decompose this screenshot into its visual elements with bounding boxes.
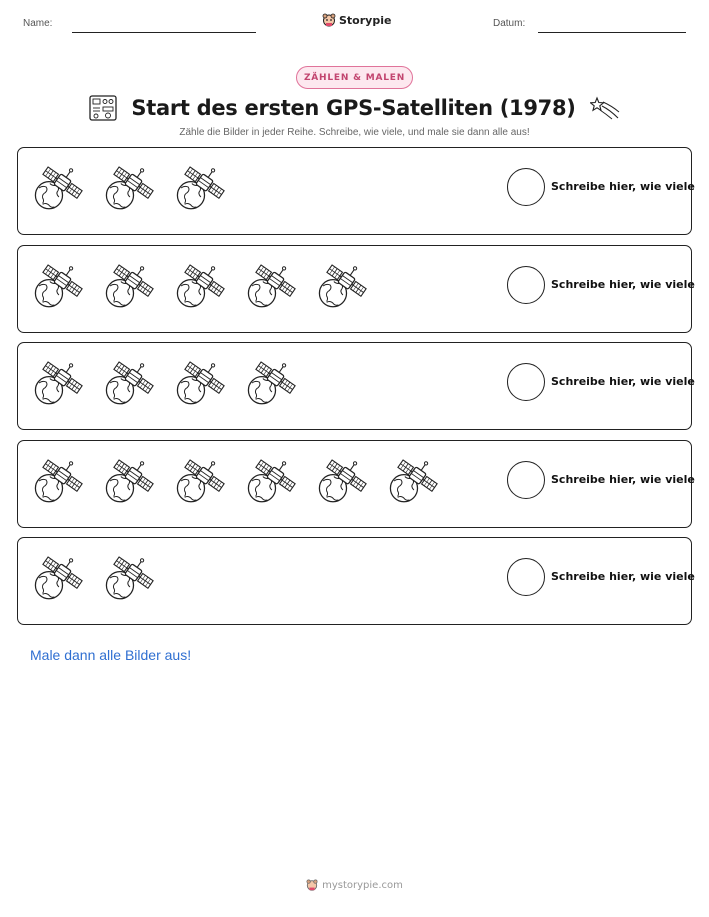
date-label: Datum:	[493, 18, 526, 29]
satellite-earth-icon[interactable]	[30, 550, 86, 606]
answer-label: Schreibe hier, wie viele	[551, 278, 695, 291]
title-row	[0, 90, 709, 126]
satellite-earth-icon[interactable]	[172, 453, 228, 509]
answer-circle[interactable]	[507, 461, 545, 499]
answer-circle[interactable]	[507, 266, 545, 304]
storypie-logo-icon	[306, 879, 318, 891]
satellite-earth-icon[interactable]	[243, 453, 299, 509]
satellite-earth-icon[interactable]	[172, 355, 228, 411]
satellite-earth-icon[interactable]	[30, 355, 86, 411]
satellite-earth-icon[interactable]	[101, 258, 157, 314]
satellite-earth-icon[interactable]	[101, 550, 157, 606]
icon-group	[30, 160, 228, 216]
answer-circle[interactable]	[507, 168, 545, 206]
satellite-earth-icon[interactable]	[101, 160, 157, 216]
page-title: Start des ersten GPS-Satelliten (1978)	[131, 96, 576, 120]
shooting-star-icon	[590, 96, 620, 120]
satellite-earth-icon[interactable]	[243, 355, 299, 411]
brand-name: Storypie	[339, 13, 392, 27]
instructions: Zähle die Bilder in jeder Reihe. Schreibe, wie viele, und male sie dann alle aus!	[179, 127, 530, 138]
satellite-earth-icon[interactable]	[30, 453, 86, 509]
icon-group	[30, 258, 370, 314]
satellite-earth-icon[interactable]	[243, 258, 299, 314]
icon-group	[30, 453, 441, 509]
answer-label: Schreibe hier, wie viele	[551, 570, 695, 583]
answer-circle[interactable]	[507, 363, 545, 401]
name-line[interactable]	[72, 32, 256, 33]
answer-label: Schreibe hier, wie viele	[551, 375, 695, 388]
counting-row	[17, 537, 695, 625]
footer-url: mystorypie.com	[322, 879, 403, 891]
satellite-earth-icon[interactable]	[30, 258, 86, 314]
counting-row	[17, 245, 695, 333]
brand-header	[322, 13, 391, 27]
counting-row	[17, 147, 695, 235]
satellite-earth-icon[interactable]	[172, 160, 228, 216]
icon-group	[30, 550, 157, 606]
category-badge: ZÄHLEN & MALEN	[296, 66, 413, 89]
satellite-earth-icon[interactable]	[314, 258, 370, 314]
answer-label: Schreibe hier, wie viele	[551, 180, 695, 193]
footer-instruction: Male dann alle Bilder aus!	[30, 647, 192, 663]
icon-group	[30, 355, 299, 411]
answer-label: Schreibe hier, wie viele	[551, 473, 695, 486]
satellite-earth-icon[interactable]	[172, 258, 228, 314]
satellite-earth-icon[interactable]	[385, 453, 441, 509]
counting-row	[17, 440, 695, 528]
satellite-earth-icon[interactable]	[314, 453, 370, 509]
satellite-earth-icon[interactable]	[30, 160, 86, 216]
storypie-logo-icon	[322, 13, 336, 27]
control-panel-icon	[89, 95, 117, 121]
footer-brand	[0, 879, 709, 891]
satellite-earth-icon[interactable]	[101, 453, 157, 509]
name-label: Name:	[23, 18, 53, 29]
satellite-earth-icon[interactable]	[101, 355, 157, 411]
date-line[interactable]	[538, 32, 686, 33]
counting-row	[17, 342, 695, 430]
answer-circle[interactable]	[507, 558, 545, 596]
